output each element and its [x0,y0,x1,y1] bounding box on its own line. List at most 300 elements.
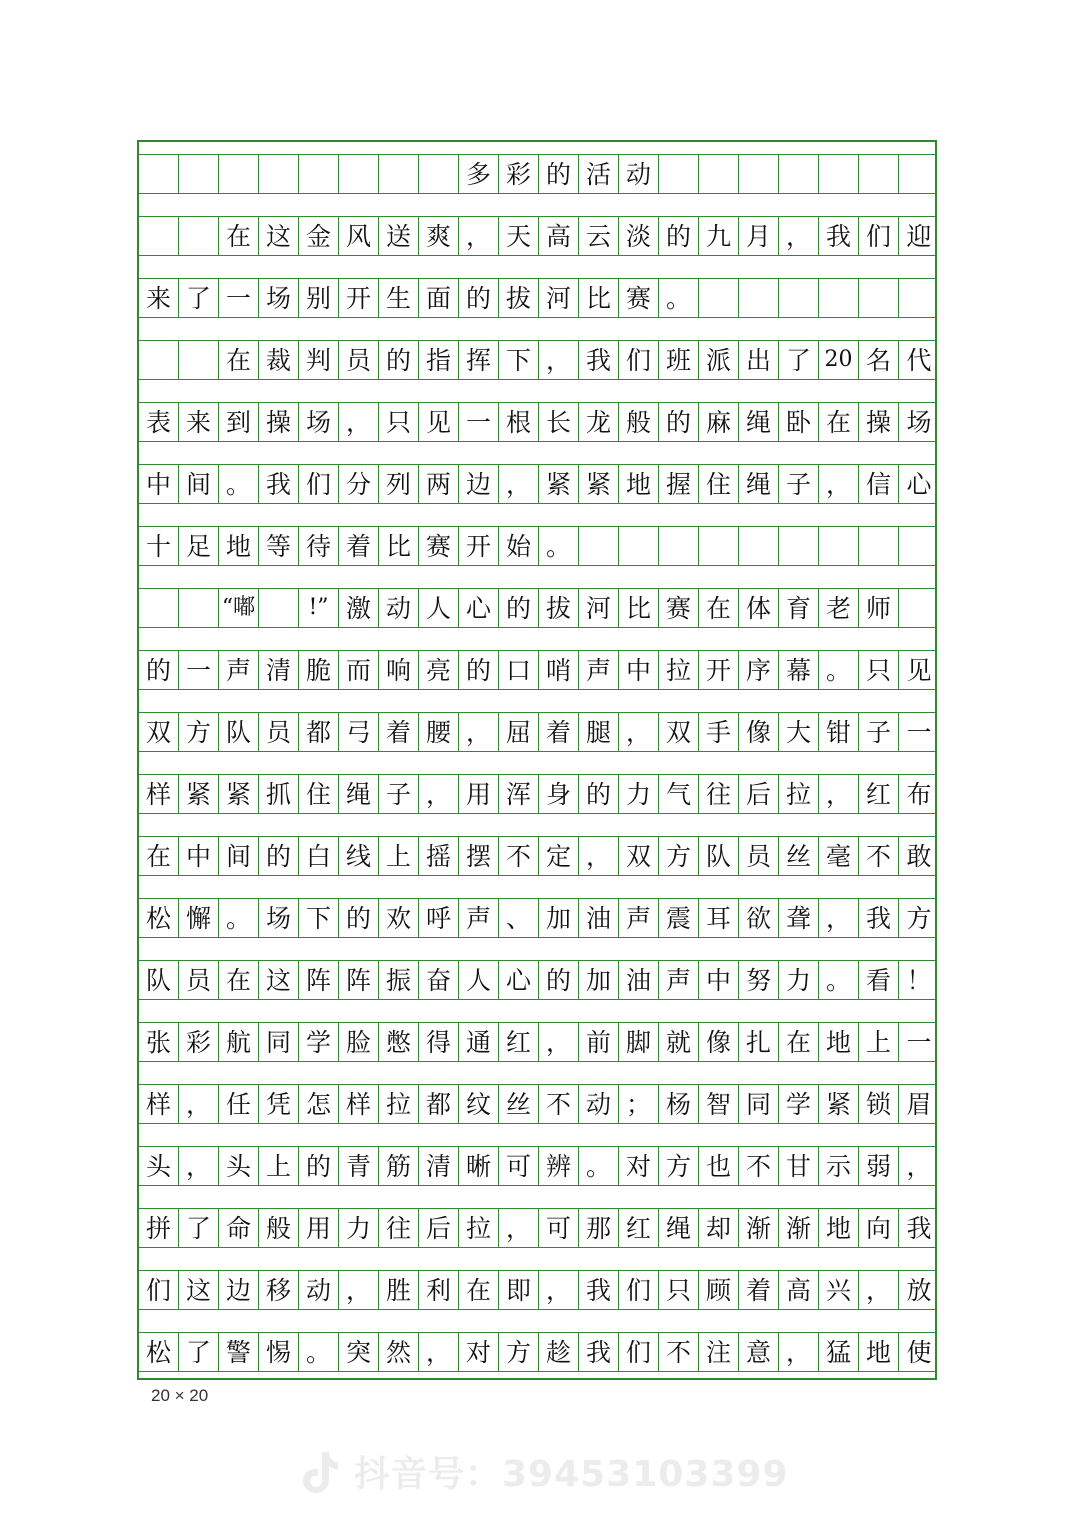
grid-cell: 对 [459,1333,499,1371]
grid-cell: 出 [739,341,779,379]
grid-cell: 裁 [259,341,299,379]
grid-cell: 、 [499,899,539,937]
grid-row [139,1208,935,1248]
grid-cell: 摆 [459,837,499,875]
grid-cell: 。 [219,899,259,937]
grid-cell: 送 [379,217,419,255]
grid-cell: 渐 [739,1209,779,1247]
grid-cell [619,527,659,565]
grid-cell: 注 [699,1333,739,1371]
grid-cell: 体 [739,589,779,627]
grid-cell: 中 [179,837,219,875]
grid-cell [859,155,899,193]
grid-cell: 力 [339,1209,379,1247]
grid-cell [299,155,339,193]
grid-cell: !” [299,589,339,627]
grid-cell: 凭 [259,1085,299,1123]
grid-cell: 在 [219,341,259,379]
grid-cell: 着 [539,713,579,751]
grid-cell: 懈 [179,899,219,937]
grid-cell: 迎 [906,221,932,251]
grid-cell: 根 [499,403,539,441]
grid-cell: 摇 [419,837,459,875]
grid-cell: 命 [219,1209,259,1247]
grid-cell: 惕 [259,1333,299,1371]
grid-cell: 红 [619,1209,659,1247]
grid-cell: ， [859,1271,899,1309]
grid-cell: 纹 [459,1085,499,1123]
grid-cell: 云 [579,217,619,255]
grid-cell: 一 [179,651,219,689]
grid-row [139,836,935,876]
grid-row [139,340,935,380]
grid-cell: 可 [539,1209,579,1247]
grid-cell: 清 [259,651,299,689]
grid-cell: 毫 [819,837,859,875]
grid-cell: 敢 [906,841,932,871]
grid-cell: 这 [179,1271,219,1309]
grid-cell: ， [339,403,379,441]
writing-grid-sheet [137,140,937,1380]
grid-cell: ， [819,899,859,937]
grid-cell: 河 [539,279,579,317]
grid-cell: 赛 [659,589,699,627]
watermark [300,1446,789,1497]
grid-cell: 这 [259,217,299,255]
grid-cell: 紧 [219,775,259,813]
grid-cell: 筋 [379,1147,419,1185]
grid-cell: ， [906,1151,932,1181]
grid-cell: 力 [619,775,659,813]
grid-cell: 员 [179,961,219,999]
grid-cell: 双 [659,713,699,751]
grid-cell: 来 [179,403,219,441]
grid-cell: 。 [579,1147,619,1185]
grid-row [139,154,935,194]
grid-row [139,774,935,814]
grid-cell: 腿 [579,713,619,751]
grid-cell: 腰 [419,713,459,751]
grid-cell: 我 [579,341,619,379]
grid-cell: 头 [219,1147,259,1185]
grid-cell: ， [499,465,539,503]
grid-cell: 。 [219,465,259,503]
grid-cell: 胜 [379,1271,419,1309]
grid-cell: 眉 [906,1089,932,1119]
grid-cell: 开 [339,279,379,317]
grid-row [139,1022,935,1062]
grid-row [139,588,935,628]
grid-cell: 心 [499,961,539,999]
grid-cell: 智 [699,1085,739,1123]
grid-cell: 加 [579,961,619,999]
grid-cell: 着 [379,713,419,751]
grid-cell: 身 [539,775,579,813]
grid-cell: 绳 [659,1209,699,1247]
grid-cell: 猛 [819,1333,859,1371]
grid-cell: 我 [579,1271,619,1309]
grid-cell: 了 [179,1209,219,1247]
grid-cell [219,155,259,193]
grid-cell [659,155,699,193]
grid-cell: 辨 [539,1147,579,1185]
grid-cell: 边 [219,1271,259,1309]
grid-cell: 着 [739,1271,779,1309]
grid-cell: 月 [739,217,779,255]
grid-cell: 努 [739,961,779,999]
grid-cell [819,155,859,193]
grid-cell: 聋 [779,899,819,937]
grid-cell [899,527,939,565]
grid-cell: 那 [579,1209,619,1247]
grid-cell: 。 [819,651,859,689]
grid-cell: 人 [419,589,459,627]
grid-cell: 序 [739,651,779,689]
grid-row [139,898,935,938]
grid-cell: ， [539,1271,579,1309]
grid-cell: 阵 [299,961,339,999]
grid-cell: 麻 [699,403,739,441]
grid-cell: 弓 [339,713,379,751]
grid-cell: 然 [379,1333,419,1371]
grid-cell: 呼 [419,899,459,937]
grid-cell: 紧 [579,465,619,503]
grid-cell: 意 [739,1333,779,1371]
grid-cell: 振 [379,961,419,999]
grid-cell: ， [819,465,859,503]
grid-cell: 地 [219,527,259,565]
grid-cell: 的 [659,403,699,441]
grid-cell: 得 [419,1023,459,1061]
grid-cell: 像 [699,1023,739,1061]
grid-cell: 不 [499,837,539,875]
grid-cell: 脆 [299,651,339,689]
grid-cell: 一 [906,717,932,747]
grid-cell: 在 [219,961,259,999]
grid-cell: ； [619,1085,659,1123]
grid-cell: 而 [339,651,379,689]
grid-cell: 在 [779,1023,819,1061]
grid-cell: 警 [219,1333,259,1371]
grid-cell: 育 [779,589,819,627]
grid-cell: 声 [459,899,499,937]
grid-cell: ， [459,217,499,255]
grid-cell: 红 [859,775,899,813]
grid-cell [659,527,699,565]
grid-cell: 龙 [579,403,619,441]
grid-cell: 河 [579,589,619,627]
grid-cell: 信 [859,465,899,503]
grid-cell: 拉 [779,775,819,813]
grid-cell: 看 [859,961,899,999]
grid-cell: 多 [459,155,499,193]
grid-cell: 的 [379,341,419,379]
grid-row [139,1084,935,1124]
grid-cell: ， [579,837,619,875]
grid-cell: 活 [579,155,619,193]
grid-cell: 白 [299,837,339,875]
grid-cell: 动 [579,1085,619,1123]
grid-cell: 队 [219,713,259,751]
grid-cell: 在 [139,837,179,875]
grid-cell: 们 [139,1271,179,1309]
grid-cell [859,279,899,317]
grid-cell: 学 [779,1085,819,1123]
grid-cell [259,589,299,627]
grid-row [139,650,935,690]
grid-cell: ， [779,1333,819,1371]
grid-cell: 杨 [659,1085,699,1123]
grid-cell: 也 [699,1147,739,1185]
grid-cell: 上 [859,1023,899,1061]
grid-cell: 后 [739,775,779,813]
grid-cell: 等 [259,527,299,565]
grid-cell [419,155,459,193]
grid-cell: 样 [339,1085,379,1123]
grid-cell: 青 [339,1147,379,1185]
grid-cell: 紧 [539,465,579,503]
grid-cell: 我 [859,899,899,937]
grid-cell [699,527,739,565]
grid-cell [739,527,779,565]
grid-cell: ， [539,341,579,379]
grid-cell: 场 [906,407,932,437]
grid-cell: 丝 [499,1085,539,1123]
grid-cell: 幕 [779,651,819,689]
grid-cell: 面 [419,279,459,317]
grid-cell: 比 [619,589,659,627]
grid-cell: 动 [619,155,659,193]
grid-size-label: 20 × 20 [151,1386,209,1405]
grid-cell: 方 [659,1147,699,1185]
grid-cell: 的 [539,961,579,999]
grid-cell: 往 [699,775,739,813]
grid-cell: 一 [459,403,499,441]
grid-cell: 通 [459,1023,499,1061]
grid-cell: 始 [499,527,539,565]
grid-cell: 表 [139,403,179,441]
grid-cell: 用 [459,775,499,813]
grid-cell: 的 [139,651,179,689]
grid-cell: 我 [819,217,859,255]
grid-cell: 拼 [139,1209,179,1247]
grid-cell: 了 [179,279,219,317]
grid-cell: 拉 [379,1085,419,1123]
grid-cell: 双 [619,837,659,875]
grid-cell [819,527,859,565]
grid-row [139,402,935,442]
grid-cell: 油 [579,899,619,937]
grid-cell: 名 [859,341,899,379]
grid-cell: 油 [619,961,659,999]
grid-cell: 方 [659,837,699,875]
grid-cell: 赛 [419,527,459,565]
grid-row [139,1270,935,1310]
grid-cell: 比 [579,279,619,317]
grid-cell: 间 [219,837,259,875]
grid-cell: ， [779,217,819,255]
grid-cell: 员 [339,341,379,379]
grid-cell: ， [179,1085,219,1123]
grid-cell: 松 [139,899,179,937]
grid-cell: 头 [139,1147,179,1185]
grid-cell: 场 [259,899,299,937]
grid-cell: 足 [179,527,219,565]
grid-cell: 这 [259,961,299,999]
grid-cell: 的 [299,1147,339,1185]
grid-row [139,712,935,752]
grid-cell: 对 [619,1147,659,1185]
grid-cell: 同 [739,1085,779,1123]
grid-cell: 挥 [459,341,499,379]
grid-cell: 在 [219,217,259,255]
grid-cell: 不 [859,837,899,875]
grid-cell: 绳 [339,775,379,813]
grid-cell: 的 [459,651,499,689]
grid-cell: 松 [139,1333,179,1371]
grid-cell: ， [419,775,459,813]
grid-cell: 生 [379,279,419,317]
grid-cell: 突 [339,1333,379,1371]
grid-cell: 中 [139,465,179,503]
grid-cell: 只 [659,1271,699,1309]
grid-cell: 见 [906,655,932,685]
grid-cell: 的 [539,155,579,193]
grid-cell: 向 [859,1209,899,1247]
grid-row [139,464,935,504]
grid-cell: 操 [859,403,899,441]
grid-cell: 着 [339,527,379,565]
grid-cell [379,155,419,193]
grid-row [139,1146,935,1186]
grid-cell: 在 [699,589,739,627]
grid-cell [899,279,939,317]
grid-cell: 清 [419,1147,459,1185]
grid-row [139,216,935,256]
grid-cell: 长 [539,403,579,441]
grid-cell [579,527,619,565]
grid-cell: 子 [859,713,899,751]
grid-cell: 高 [539,217,579,255]
grid-cell: 心 [906,469,932,499]
grid-cell: 方 [179,713,219,751]
grid-cell: 声 [659,961,699,999]
grid-cell: ， [459,713,499,751]
grid-cell: 场 [299,403,339,441]
grid-cell: 顾 [699,1271,739,1309]
grid-cell: 使 [906,1337,932,1367]
grid-cell: 高 [779,1271,819,1309]
grid-cell: 航 [219,1023,259,1061]
grid-cell [819,279,859,317]
grid-cell: 用 [299,1209,339,1247]
grid-cell: 只 [379,403,419,441]
grid-cell: 边 [459,465,499,503]
grid-cell: 。 [819,961,859,999]
grid-cell: 天 [499,217,539,255]
grid-cell: 20 [819,341,859,379]
grid-cell: 不 [739,1147,779,1185]
grid-cell: 耳 [699,899,739,937]
grid-cell: 了 [179,1333,219,1371]
grid-cell: 子 [379,775,419,813]
grid-cell: 我 [579,1333,619,1371]
grid-cell: 欢 [379,899,419,937]
grid-cell [739,155,779,193]
grid-cell: 手 [699,713,739,751]
grid-cell: 往 [379,1209,419,1247]
grid-cell [139,155,179,193]
grid-cell: 们 [859,217,899,255]
grid-cell: 人 [459,961,499,999]
grid-cell: 。 [659,279,699,317]
grid-cell: 在 [819,403,859,441]
grid-cell: 大 [779,713,819,751]
grid-cell [859,527,899,565]
grid-cell: 方 [906,903,932,933]
grid-cell: 风 [339,217,379,255]
grid-cell: 两 [419,465,459,503]
grid-cell [779,279,819,317]
grid-cell: 。 [299,1333,339,1371]
grid-cell: 抓 [259,775,299,813]
grid-cell: ， [819,775,859,813]
grid-cell: 中 [699,961,739,999]
grid-cell: 地 [819,1209,859,1247]
grid-cell: 拔 [539,589,579,627]
grid-cell: 们 [619,1271,659,1309]
grid-cell: 员 [739,837,779,875]
grid-row [139,1332,935,1372]
grid-cell [139,217,179,255]
grid-cell: 住 [699,465,739,503]
grid-cell: ， [419,1333,459,1371]
grid-cell: 的 [659,217,699,255]
grid-cell: 都 [419,1085,459,1123]
grid-cell: 待 [299,527,339,565]
grid-cell: 操 [259,403,299,441]
grid-cell: 哨 [539,651,579,689]
grid-cell: 队 [699,837,739,875]
grid-cell: 们 [619,1333,659,1371]
grid-cell: 淡 [619,217,659,255]
grid-cell [259,155,299,193]
grid-cell: 中 [619,651,659,689]
grid-cell: 同 [259,1023,299,1061]
grid-cell: 气 [659,775,699,813]
grid-cell: 握 [659,465,699,503]
grid-cell: 方 [499,1333,539,1371]
grid-cell: 一 [219,279,259,317]
grid-cell [339,155,379,193]
grid-cell: 响 [379,651,419,689]
grid-cell: 利 [419,1271,459,1309]
grid-cell: 紧 [819,1085,859,1123]
grid-cell: 欲 [739,899,779,937]
grid-cell: 不 [659,1333,699,1371]
grid-cell: 弱 [859,1147,899,1185]
grid-cell [699,279,739,317]
grid-cell: 甘 [779,1147,819,1185]
grid-cell: “嘟 [219,589,259,627]
grid-cell: ， [339,1271,379,1309]
grid-cell: ， [499,1209,539,1247]
grid-cell [179,217,219,255]
grid-cell: 般 [259,1209,299,1247]
grid-cell: 不 [539,1085,579,1123]
grid-cell: 拉 [459,1209,499,1247]
grid-cell: 。 [539,527,579,565]
